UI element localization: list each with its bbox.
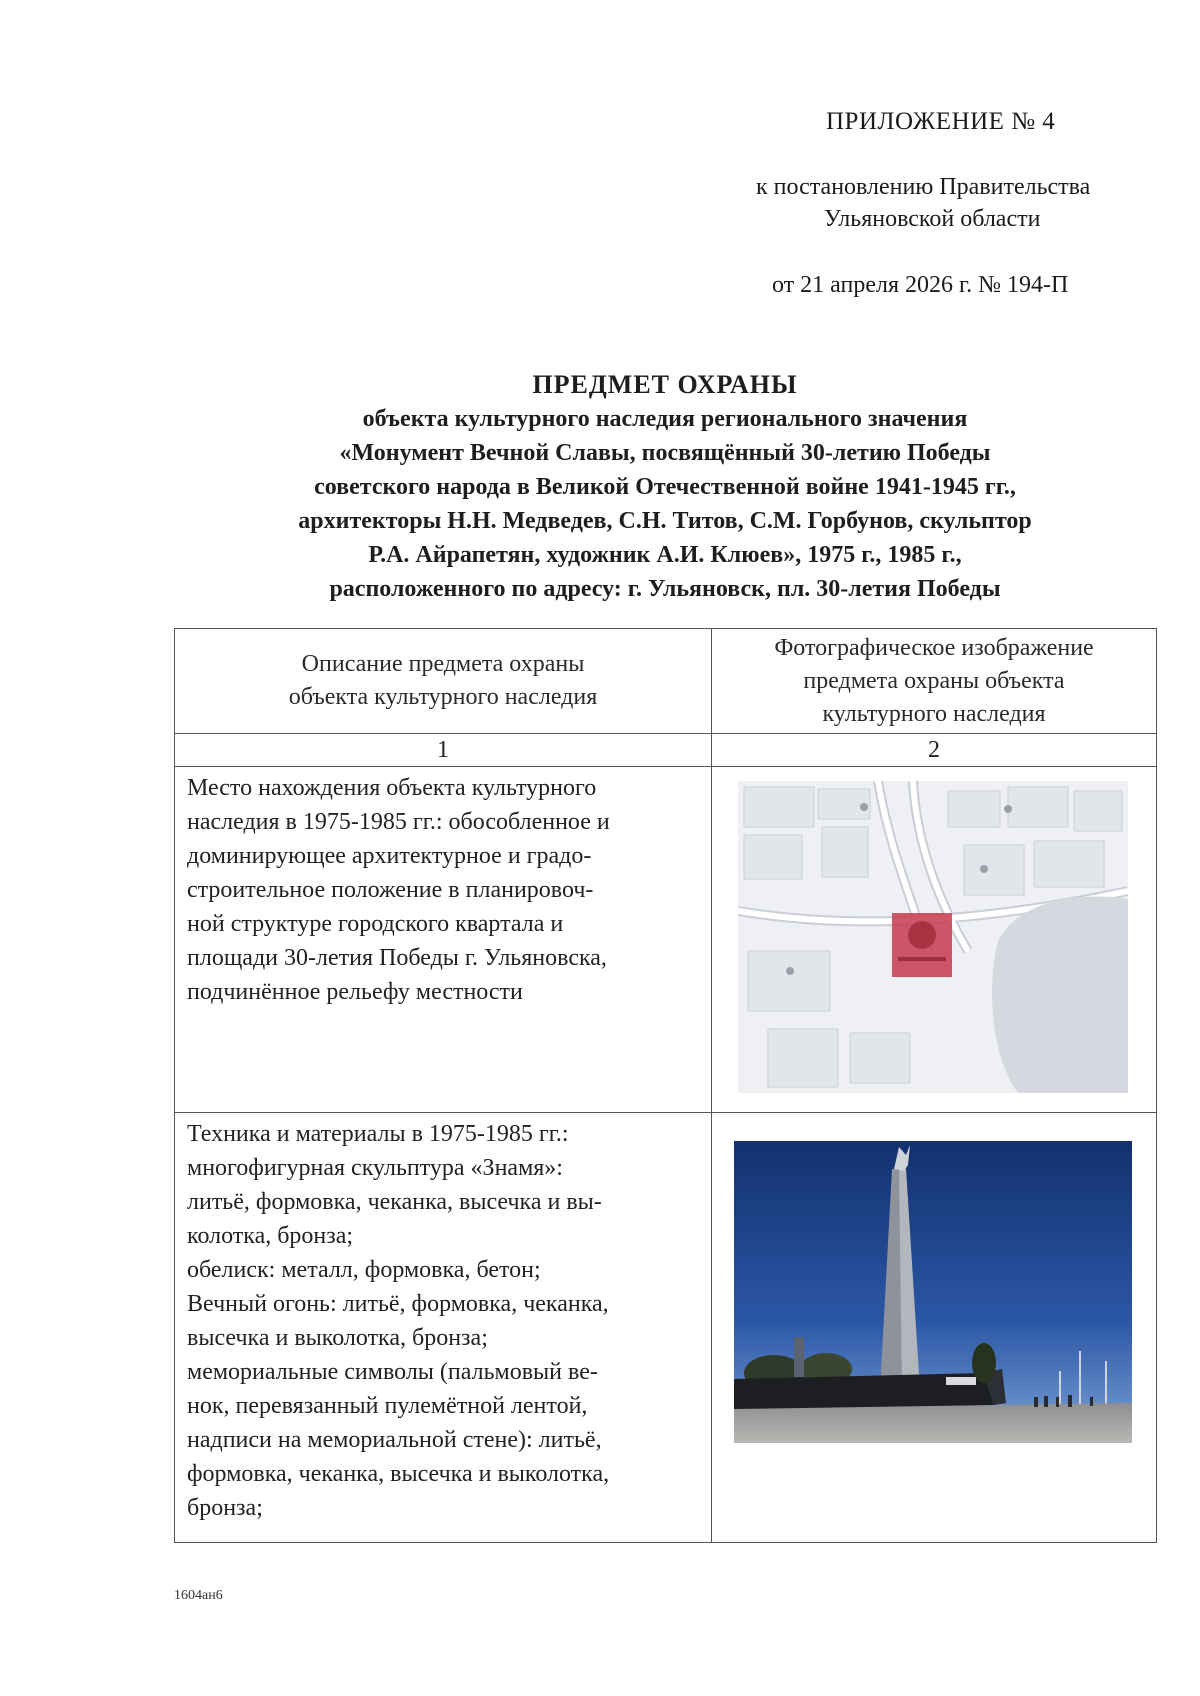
text-line: подчинённое рельефу местности xyxy=(187,979,523,1005)
text-line: колотка, бронза; xyxy=(187,1223,354,1249)
heading-line: объекта культурного наследия регионального значения xyxy=(362,406,968,432)
appendix-date-number: от 21 апреля 2026 г. № 194-П xyxy=(772,272,1069,298)
document-heading xyxy=(170,368,1160,606)
text-line: высечка и выколотка, бронза; xyxy=(187,1325,488,1351)
text-line: Вечный огонь: литьё, формовка, чеканка, xyxy=(187,1291,609,1317)
protection-table xyxy=(174,628,1157,1543)
column-number: 2 xyxy=(712,734,1157,767)
text-line: мемориальные символы (пальмовый ве- xyxy=(187,1359,598,1385)
description-cell xyxy=(175,1113,712,1543)
column-number: 1 xyxy=(175,734,712,767)
text-line: бронза; xyxy=(187,1495,263,1521)
monument-photo-graphic xyxy=(734,1141,1132,1443)
appendix-resolution-line: к постановлению Правительства xyxy=(756,174,1091,200)
header-cell-photo: Фотографическое изображение предмета охраны объекта культурного наследия xyxy=(712,629,1157,734)
heading-line: архитекторы Н.Н. Медведев, С.Н. Титов, С.М. Горбунов, скульптор xyxy=(298,508,1032,534)
monument-photo-image xyxy=(734,1141,1132,1443)
text-line: многофигурная скульптура «Знамя»: xyxy=(187,1155,563,1181)
text-line: Техника и материалы в 1975-1985 гг.: xyxy=(187,1121,569,1147)
footer-code: 1604ан6 xyxy=(174,1588,223,1603)
heading-main: ПРЕДМЕТ ОХРАНЫ xyxy=(532,370,798,399)
text-line: нок, перевязанный пулемётной лентой, xyxy=(187,1393,588,1419)
appendix-title: ПРИЛОЖЕНИЕ № 4 xyxy=(826,108,1056,135)
table-row xyxy=(175,767,1157,1113)
text-line: литьё, формовка, чеканка, высечка и вы- xyxy=(187,1189,602,1215)
image-cell xyxy=(712,767,1157,1113)
text-line: Место нахождения объекта культурного xyxy=(187,775,597,801)
location-map-image xyxy=(738,781,1128,1093)
table-row xyxy=(175,1113,1157,1543)
image-cell xyxy=(712,1113,1157,1543)
text-line: доминирующее архитектурное и градо- xyxy=(187,843,592,869)
description-cell xyxy=(175,767,712,1113)
text-line: строительное положение в планировоч- xyxy=(187,877,594,903)
text-line: надписи на мемориальной стене): литьё, xyxy=(187,1427,602,1453)
table-header-row xyxy=(175,629,1157,734)
column-number-row xyxy=(175,734,1157,767)
text-line: формовка, чеканка, высечка и выколотка, xyxy=(187,1461,610,1487)
text-line: наследия в 1975-1985 гг.: обособленное и xyxy=(187,809,610,835)
text-line: площади 30-летия Победы г. Ульяновска, xyxy=(187,945,607,971)
header-cell-description: Описание предмета охраны объекта культурного наследия xyxy=(175,629,712,734)
text-line: обелиск: металл, формовка, бетон; xyxy=(187,1257,541,1283)
text-line: ной структуре городского квартала и xyxy=(187,911,564,937)
location-map-graphic xyxy=(738,781,1128,1093)
heading-line: советского народа в Великой Отечественной войне 1941-1945 гг., xyxy=(314,474,1016,500)
heading-line: «Монумент Вечной Славы, посвящённый 30-летию Победы xyxy=(339,440,991,466)
heading-line: Р.А. Айрапетян, художник А.И. Клюев», 1975 г., 1985 г., xyxy=(368,542,962,568)
appendix-government-line: Ульяновской области xyxy=(824,206,1041,232)
heading-line: расположенного по адресу: г. Ульяновск, пл. 30-летия Победы xyxy=(329,576,1001,602)
